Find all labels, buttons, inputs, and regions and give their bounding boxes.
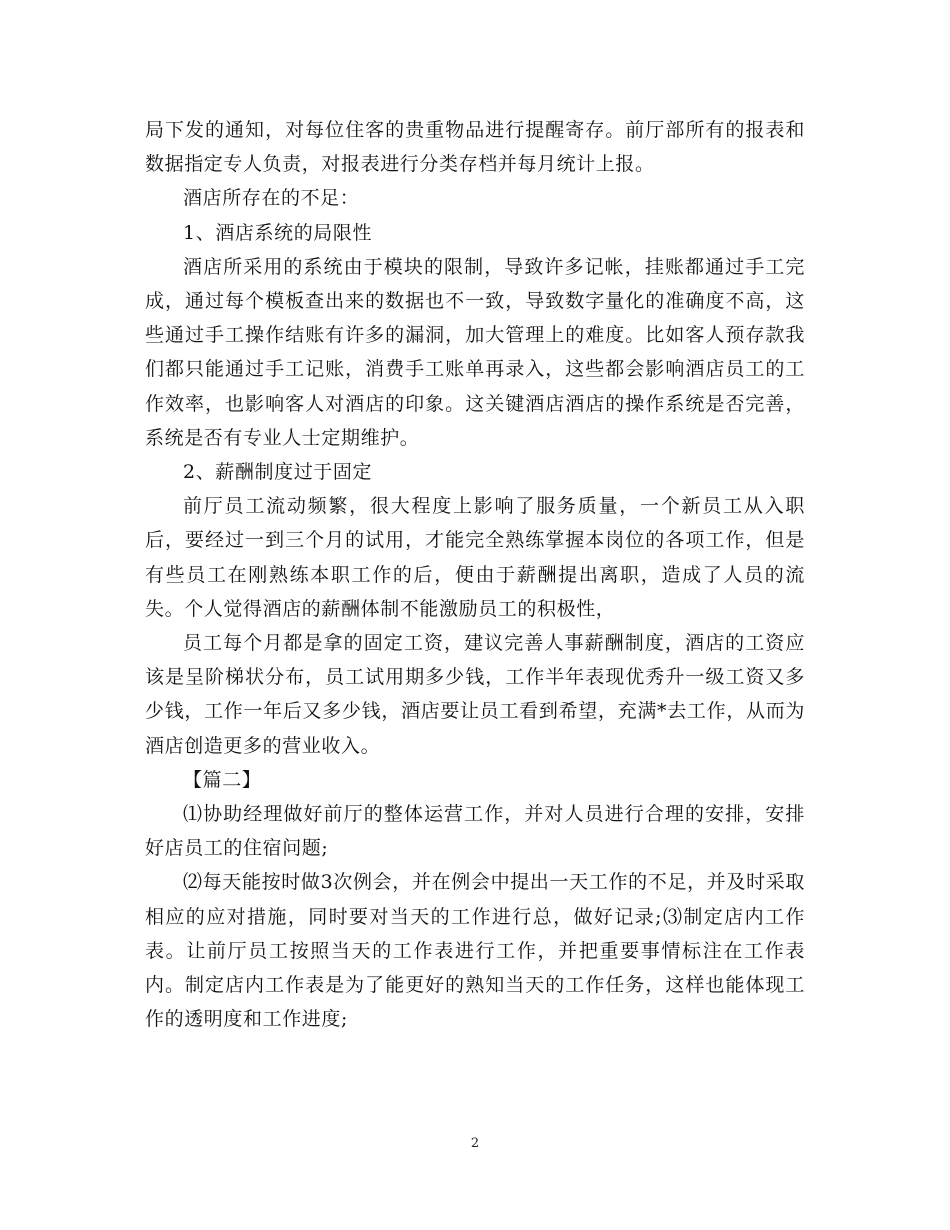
chapter-heading: 【篇二】 xyxy=(183,768,262,791)
document-body xyxy=(145,113,805,1036)
paragraph-6: ⑴协助经理做好前厅的整体运营工作，并对人员进行合理的安排，安排好店员工的住宿问题; xyxy=(145,803,805,860)
paragraph-5: 员工每个月都是拿的固定工资，建议完善人事薪酬制度，酒店的工资应该是呈阶梯状分布，员工试用期多少钱，工作半年表现优秀升一级工资又多少钱，工作一年后又多少钱，酒店要让员工看到希望，充满*去工作，从而为酒店创造更多的营业收入。 xyxy=(145,632,805,757)
section-heading-2: 2、薪酬制度过于固定 xyxy=(183,461,373,484)
paragraph-3: 酒店所采用的系统由于模块的限制，导致许多记帐，挂账都通过手工完成，通过每个模板查出来的数据也不一致，导致数字量化的准确度不高，这些通过手工操作结账有许多的漏洞，加大管理上的难度。比如客人预存款我们都只能通过手工记账，消费手工账单再录入，这些都会影响酒店员工的工作效率，也影响客人对酒店的印象。这关键酒店酒店的操作系统是否完善，系统是否有专业人士定期维护。 xyxy=(145,255,805,449)
paragraph-1: 局下发的通知，对每位住客的贵重物品进行提醒寄存。前厅部所有的报表和数据指定专人负责，对报表进行分类存档并每月统计上报。 xyxy=(145,119,805,176)
paragraph-4: 前厅员工流动频繁，很大程度上影响了服务质量，一个新员工从入职后，要经过一到三个月的试用，才能完全熟练掌握本岗位的各项工作，但是有些员工在刚熟练本职工作的后，便由于薪酬提出离职，造成了人员的流失。个人觉得酒店的薪酬体制不能激励员工的积极性， xyxy=(145,495,805,620)
paragraph-2: 酒店所存在的不足： xyxy=(183,187,360,210)
page-number: 2 xyxy=(470,1136,480,1151)
section-heading-1: 1、酒店系统的局限性 xyxy=(183,221,373,244)
paragraph-7: ⑵每天能按时做3次例会，并在例会中提出一天工作的不足，并及时采取相应的应对措施，同时要对当天的工作进行总，做好记录;⑶制定店内工作表。让前厅员工按照当天的工作表进行工作，并把重要事情标注在工作表内。制定店内工作表是为了能更好的熟知当天的工作任务，这样也能体现工作的透明度和工作进度; xyxy=(145,871,805,1031)
